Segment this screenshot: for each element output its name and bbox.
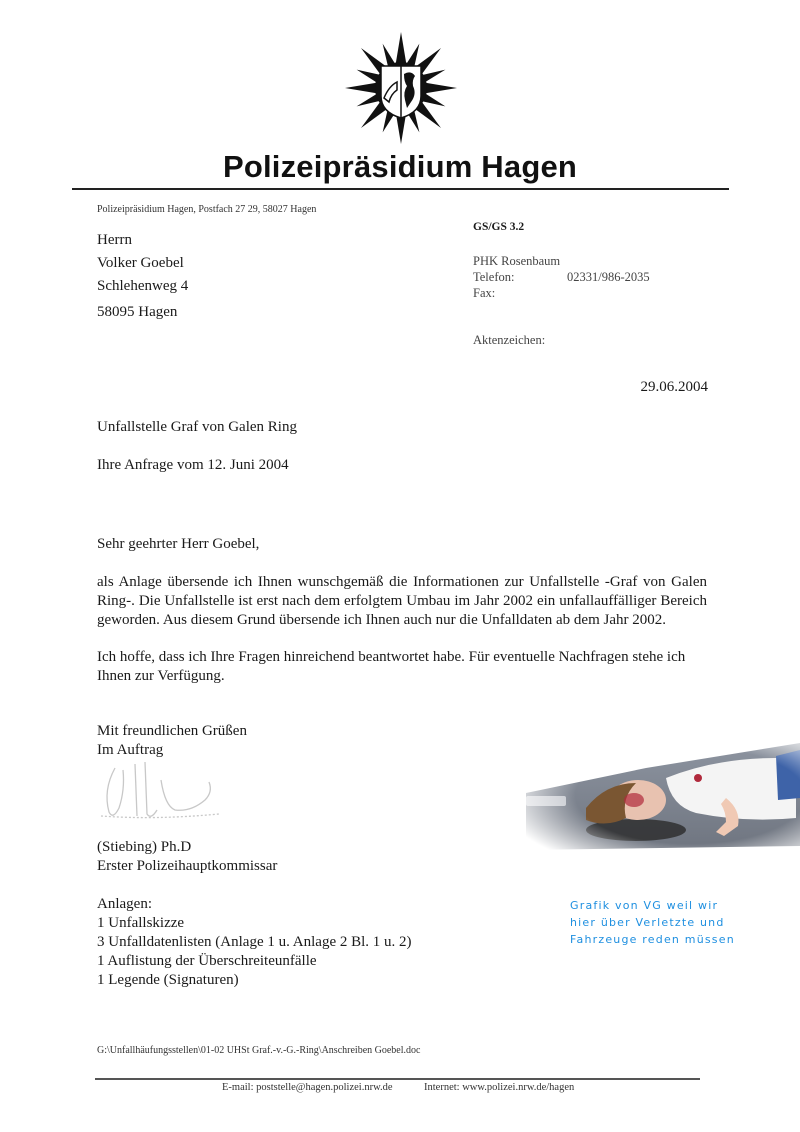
attachment-item: 1 Auflistung der Überschreiteunfälle [97, 953, 317, 969]
attachment-item: 1 Legende (Signaturen) [97, 972, 239, 988]
caption-line: hier über Verletzte und [570, 916, 725, 929]
attachments-heading: Anlagen: [97, 896, 152, 912]
attachment-item: 3 Unfalldatenlisten (Anlage 1 u. Anlage 2 Bl. 1 u. 2) [97, 934, 412, 950]
department-code: GS/GS 3.2 [473, 221, 525, 233]
accident-victim-photo [526, 738, 800, 853]
footer-email: E-mail: poststelle@hagen.polizei.nrw.de [222, 1082, 393, 1093]
recipient-salutation-line: Herrn [97, 232, 132, 248]
letter-date: 29.06.2004 [640, 379, 708, 395]
phone-value: 02331/986-2035 [567, 270, 650, 284]
footer-divider [95, 1078, 700, 1080]
organization-title: Polizeipräsidium Hagen [222, 149, 578, 184]
closing-greeting: Mit freundlichen Grüßen [97, 723, 247, 739]
body-paragraph: als Anlage übersende ich Ihnen wunschgemäß die Informationen zur Unfallstelle -Graf von Galen Ring-. Die Unfallstelle ist erst nach dem erfolgtem Umbau im Jahr 2002 ein unfallauffälliger Bereich geworden. Aus diesem Grund übersende ich Ihnen auch nur die Unfalldaten ab dem Jahr 2002. [97, 574, 707, 628]
handwritten-signature [95, 760, 225, 822]
file-reference-label: Aktenzeichen: [473, 333, 546, 347]
attachment-item: 1 Unfallskizze [97, 915, 185, 931]
body-paragraph: Ich hoffe, dass ich Ihre Fragen hinreichend beantwortet habe. Für eventuelle Nachfragen stehe ich Ihnen zur Verfügung. [97, 649, 686, 684]
signer-name: (Stiebing) Ph.D [97, 839, 192, 855]
overlay-caption [570, 897, 735, 948]
police-star-emblem-icon [343, 30, 459, 146]
recipient-city: 58095 Hagen [97, 304, 178, 320]
document-file-path: G:\Unfallhäufungsstellen\01-02 UHSt Graf.-v.-G.-Ring\Anschreiben Goebel.doc [97, 1045, 421, 1056]
phone-label: Telefon: [473, 270, 515, 284]
caption-line: Grafik von VG weil wir [570, 899, 719, 912]
on-behalf-line: Im Auftrag [97, 742, 164, 758]
officer-name: PHK Rosenbaum [473, 254, 561, 268]
recipient-name: Volker Goebel [97, 255, 184, 271]
fax-label: Fax: [473, 286, 496, 300]
recipient-street: Schlehenweg 4 [97, 278, 189, 294]
salutation: Sehr geehrter Herr Goebel, [97, 536, 260, 552]
recipient-address [97, 229, 188, 298]
footer-website: Internet: www.polizei.nrw.de/hagen [424, 1082, 575, 1093]
caption-line: Fahrzeuge reden müssen [570, 933, 735, 946]
return-address: Polizeipräsidium Hagen, Postfach 27 29, 58027 Hagen [97, 204, 317, 215]
header-divider [72, 188, 729, 190]
subject-line: Unfallstelle Graf von Galen Ring [97, 419, 297, 435]
inquiry-reference: Ihre Anfrage vom 12. Juni 2004 [97, 457, 289, 473]
attachments-list [97, 914, 412, 990]
signer-title: Erster Polizeihauptkommissar [97, 858, 278, 874]
